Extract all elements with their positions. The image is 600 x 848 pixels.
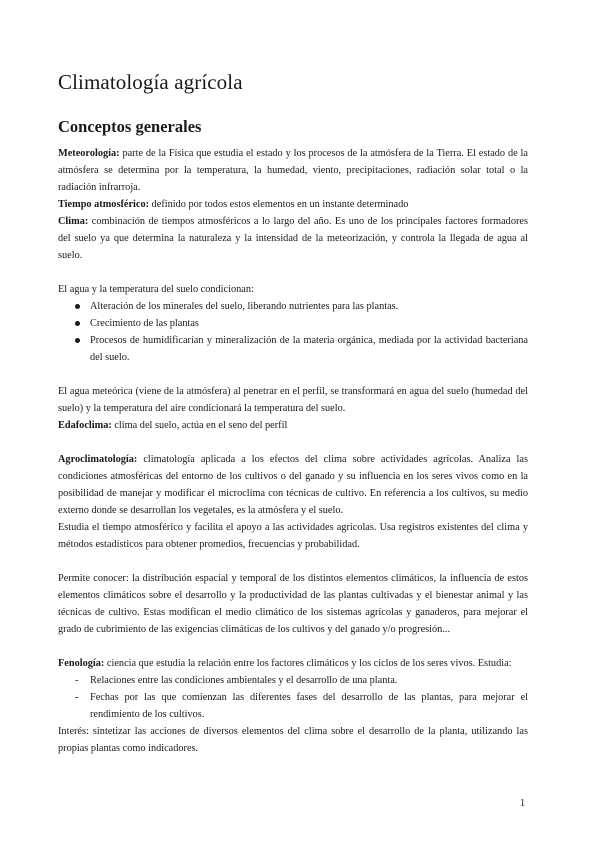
agua-meteorica-paragraph: El agua meteórica (viene de la atmósfera) al penetrar en el perfil, se transformará en agua del suelo (humedad del suelo) y la temperatura del aire condicionará la temperatura del suelo.: [58, 386, 528, 414]
permite-paragraph: Permite conocer: la distribución espacial y temporal de los distintos elementos climáticos, la influencia de estos elementos climáticos sobre el desarrollo y la productividad de las plantas cultivadas y el bienestar animal y las técnicas de cultivo. Estas modifican el medio climático de los sistemas agrícolas y ganaderos, para mejorar el grado de cubrimiento de las exigencias climáticas de los cultivos y del ganado y/o progresión...: [58, 573, 528, 635]
list-item: - Fechas por las que comienzan las diferentes fases del desarrollo de las plantas, para mejorar el rendimiento de los cultivos.: [58, 689, 528, 723]
edafoclima-term: Edafoclima:: [58, 420, 112, 431]
edafoclima-paragraph: [58, 417, 528, 434]
estudia-paragraph: Estudia el tiempo atmosférico y facilita el apoyo a las actividades agrícolas. Usa registros existentes del clima y métodos estadísticos para obtener promedios, frecuencias y probabilidad.: [58, 522, 528, 550]
page-title: Climatología agrícola: [58, 70, 243, 94]
clima-term: Clima:: [58, 216, 89, 227]
list-item: - Relaciones entre las condiciones ambientales y el desarrollo de una planta.: [58, 672, 528, 689]
meteorologia-term: Meteorología:: [58, 148, 120, 159]
tiempo-term: Tiempo atmosférico:: [58, 199, 150, 210]
meteorologia-text: parte de la Física que estudia el estado y los procesos de la atmósfera de la Tierra. El estado de la atmósfera se determina por la temperatura, la humedad, viento, precipitaciones, radiación solar total o la radiación infrarroja.: [58, 148, 528, 193]
meteorologia-paragraph: [58, 145, 528, 196]
agroclimatologia-text: climatología aplicada a los efectos del clima sobre actividades agrícolas. Analiza las condiciones atmosféricas del entorno de los cultivos o del ganado y su influencia en los seres vivos como en la posibilidad de manejar y modificar el microclima con técnicas de cultivo. En referencia a los cultivos, su medio externo donde se desarrollan los vegetales, es la atmósfera y el suelo.: [58, 454, 528, 516]
edafoclima-text: clima del suelo, actúa en el seno del perfil: [111, 420, 288, 431]
agua-list: [58, 298, 528, 366]
tiempo-text: definido por todos estos elementos en un instante determinado: [149, 199, 409, 210]
clima-text: combinación de tiempos atmosféricos a lo largo del año. Es uno de los principales factores formadores del suelo ya que determina la naturaleza y la intensidad de la meteorización, y controla la llegada de agua al suelo.: [58, 216, 528, 261]
fenologia-list: [58, 672, 528, 723]
list-item: Alteración de los minerales del suelo, liberando nutrientes para las plantas.: [90, 301, 399, 312]
interes-paragraph: Interés: sintetizar las acciones de diversos elementos del clima sobre el desarrollo de la planta, utilizando las propias plantas como indicadores.: [58, 726, 528, 754]
clima-paragraph: [58, 213, 528, 264]
fenologia-paragraph: [58, 655, 528, 672]
fenologia-term: Fenología:: [58, 658, 105, 669]
list-item: Procesos de humidificarían y mineralización de la materia orgánica, mediada por la actividad bacteriana del suelo.: [90, 335, 528, 363]
agroclimatologia-paragraph: [58, 451, 528, 519]
page-number: 1: [520, 798, 526, 809]
agroclimatologia-term: Agroclimatología:: [58, 454, 138, 465]
document-body: [58, 145, 528, 757]
fenologia-text: ciencia que estudia la relación entre los factores climáticos y los ciclos de los seres vivos. Estudia:: [104, 658, 512, 669]
agua-intro: El agua y la temperatura del suelo condicionan:: [58, 284, 254, 295]
tiempo-paragraph: [58, 196, 528, 213]
dash-bullet: -: [75, 692, 79, 703]
list-item: Crecimiento de las plantas: [90, 318, 199, 329]
section-title: Conceptos generales: [58, 117, 202, 136]
dash-bullet: -: [75, 675, 79, 686]
